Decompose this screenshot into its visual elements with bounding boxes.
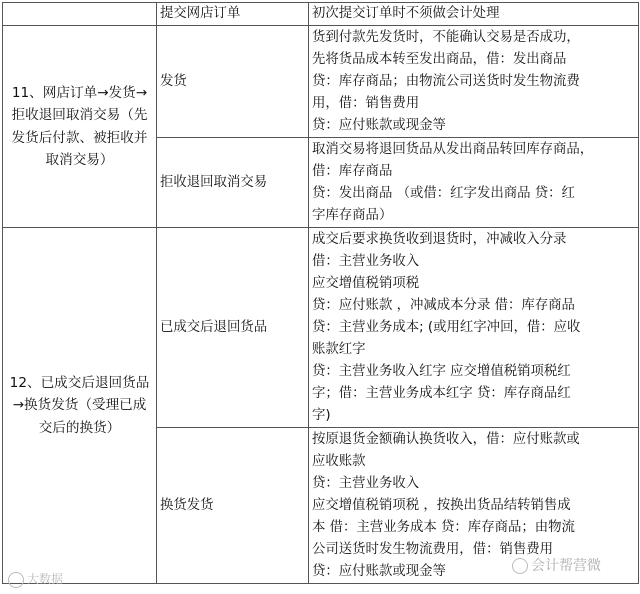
table-row-header xyxy=(3,3,639,26)
entry-line: 贷：主营业务成本; (或用红字冲回，借：应收 xyxy=(312,319,581,335)
header-no-accounting: 初次提交订单时不须做会计处理 xyxy=(309,3,639,26)
entry-line: 贷：库存商品；由物流公司送货时发生物流费 xyxy=(312,73,580,89)
row-label: 拒收退回取消交易 xyxy=(157,138,309,228)
entry-line: 公司送货时发生物流费用，借：销售费用 xyxy=(312,541,554,557)
wechat-logo-icon xyxy=(512,558,528,574)
entry-line: 先将货品成本转至发出商品，借：发出商品 xyxy=(312,51,567,67)
entry-line: 贷：主营业务收入红字 应交增值税销项税红 xyxy=(312,363,571,379)
entry-line: 货到付款先发货时，不能确认交易是否成功， xyxy=(312,29,580,45)
watermark-right-text: 会计帮营微 xyxy=(531,558,601,574)
entry-line: 用，借：销售费用 xyxy=(312,95,420,111)
weibo-logo-icon xyxy=(8,572,24,588)
entry-line: 应交增值税销项税 ，按换出货品结转销售成 xyxy=(312,497,571,513)
entry-line: 成交后要求换货收到退货时，冲减收入分录 xyxy=(312,231,567,247)
header-empty-cell xyxy=(3,3,157,26)
entry-cell xyxy=(309,26,639,138)
row-label: 已成交后退回货品 xyxy=(157,228,309,428)
table-row xyxy=(3,26,639,138)
entry-line: 字；借：主营业务成本红字 贷：库存商品红 xyxy=(312,385,571,401)
watermark-left-text: 大数据 xyxy=(27,572,64,586)
entry-line: 应交增值税销项税 xyxy=(312,275,420,291)
entry-line: 字库存商品） xyxy=(312,207,393,223)
watermark-right xyxy=(512,555,601,575)
entry-line: 应收账款 xyxy=(312,453,366,469)
entry-line: 贷：应付账款 ，冲减成本分录 借：库存商品 xyxy=(312,297,575,313)
row-label: 发货 xyxy=(157,26,309,138)
entry-cell xyxy=(309,138,639,228)
case-11-title: 11、网店订单→发货→拒收退回取消交易（先发货后付款、被拒收并取消交易） xyxy=(3,26,157,228)
case-12-title: 12、已成交后退回货品→换货发货（受理已成交后的换货） xyxy=(3,228,157,584)
entry-line: 取消交易将退回货品从发出商品转回库存商品， xyxy=(312,141,594,157)
entry-line: 贷：应付账款或现金等 xyxy=(312,117,446,133)
entry-line: 按原退货金额确认换货收入，借：应付账款或 xyxy=(312,431,580,447)
entry-line: 账款红字 xyxy=(312,341,366,357)
entry-line: 贷：发出商品 （或借：红字发出商品 贷：红 xyxy=(312,185,575,201)
entry-line: 贷：应付账款或现金等 xyxy=(312,563,446,579)
entry-line: 借：主营业务收入 xyxy=(312,253,420,269)
entry-line: 本 借：主营业务成本 贷：库存商品；由物流 xyxy=(312,519,575,535)
row-label: 换货发货 xyxy=(157,428,309,584)
entry-line: 借：库存商品 xyxy=(312,163,393,179)
watermark-left xyxy=(8,570,63,588)
table-row xyxy=(3,228,639,428)
entry-cell xyxy=(309,228,639,428)
entry-line: 贷：主营业务收入 xyxy=(312,475,420,491)
entry-line: 字) xyxy=(312,407,331,423)
header-submit-order: 提交网店订单 xyxy=(157,3,309,26)
accounting-table xyxy=(2,2,639,584)
